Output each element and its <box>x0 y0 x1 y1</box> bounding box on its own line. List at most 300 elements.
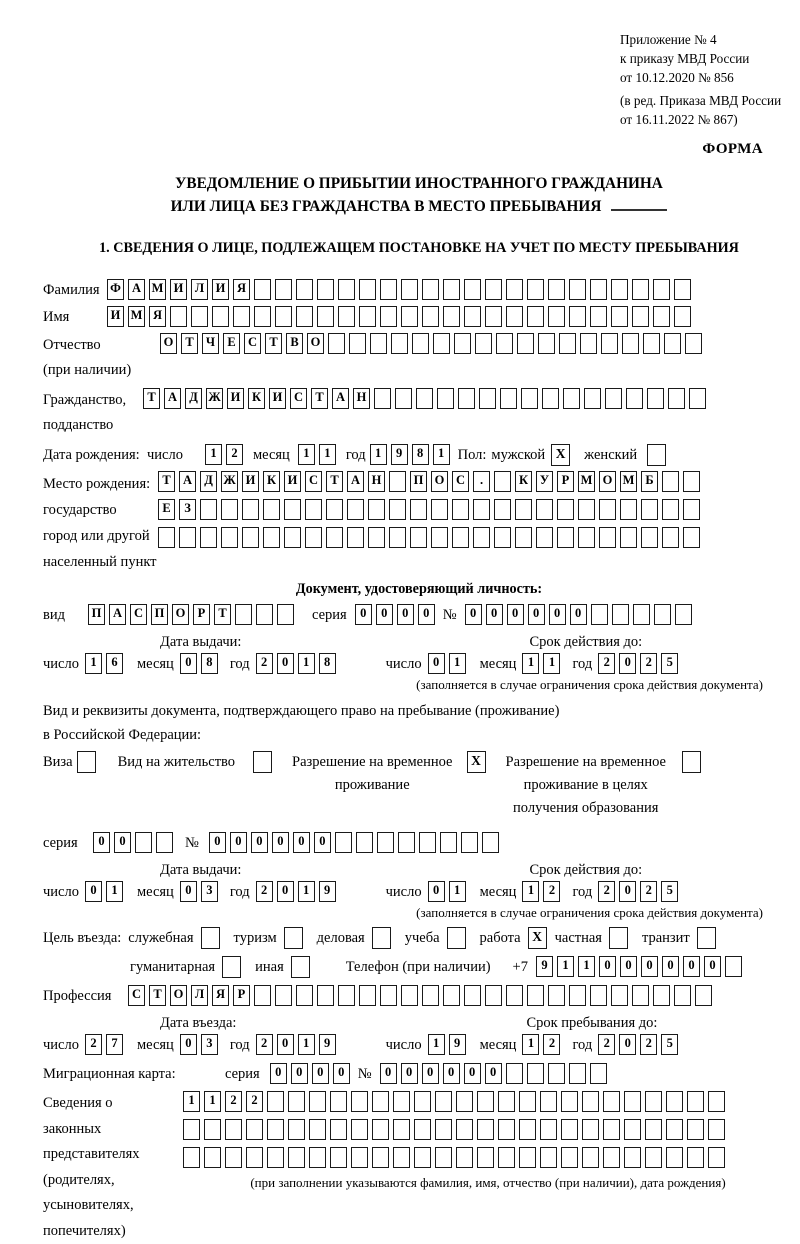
char-cell[interactable]: 0 <box>209 832 226 853</box>
char-cell[interactable] <box>212 306 229 327</box>
char-cell[interactable] <box>479 388 496 409</box>
char-cell[interactable] <box>561 1147 578 1168</box>
char-cell[interactable]: 1 <box>578 956 595 977</box>
char-cell[interactable]: Е <box>223 333 240 354</box>
char-cell[interactable] <box>506 279 523 300</box>
char-cell[interactable]: К <box>515 471 532 492</box>
char-cell[interactable] <box>288 1147 305 1168</box>
char-cell[interactable]: 1 <box>205 444 222 465</box>
char-cell[interactable]: 9 <box>536 956 553 977</box>
char-cell[interactable]: 0 <box>662 956 679 977</box>
char-cell[interactable]: 0 <box>683 956 700 977</box>
char-cell[interactable] <box>662 527 679 548</box>
char-cell[interactable] <box>263 527 280 548</box>
char-cell[interactable]: 8 <box>201 653 218 674</box>
char-cell[interactable]: 1 <box>522 1034 539 1055</box>
char-cell[interactable] <box>414 1147 431 1168</box>
char-cell[interactable] <box>414 1119 431 1140</box>
char-cell[interactable] <box>380 279 397 300</box>
char-cell[interactable] <box>708 1147 725 1168</box>
char-cell[interactable] <box>395 388 412 409</box>
char-cell[interactable] <box>632 985 649 1006</box>
char-cell[interactable]: 2 <box>256 1034 273 1055</box>
char-cell[interactable] <box>464 279 481 300</box>
char-cell[interactable]: 0 <box>465 604 482 625</box>
char-cell[interactable] <box>347 499 364 520</box>
char-cell[interactable]: 0 <box>270 1063 287 1084</box>
char-cell[interactable]: 0 <box>291 1063 308 1084</box>
char-cell[interactable] <box>267 1147 284 1168</box>
char-cell[interactable] <box>435 1091 452 1112</box>
char-cell[interactable] <box>548 279 565 300</box>
char-cell[interactable]: Ж <box>221 471 238 492</box>
char-cell[interactable] <box>519 1147 536 1168</box>
char-cell[interactable]: 2 <box>640 653 657 674</box>
char-cell[interactable]: 8 <box>412 444 429 465</box>
char-cell[interactable]: 0 <box>251 832 268 853</box>
char-cell[interactable] <box>578 499 595 520</box>
char-cell[interactable] <box>288 1091 305 1112</box>
char-cell[interactable]: 0 <box>180 881 197 902</box>
char-cell[interactable] <box>242 499 259 520</box>
char-cell[interactable]: С <box>290 388 307 409</box>
char-cell[interactable] <box>401 306 418 327</box>
char-cell[interactable] <box>591 604 608 625</box>
char-cell[interactable] <box>254 985 271 1006</box>
char-cell[interactable] <box>653 279 670 300</box>
char-cell[interactable] <box>632 306 649 327</box>
char-cell[interactable] <box>540 1119 557 1140</box>
char-cell[interactable] <box>674 306 691 327</box>
char-cell[interactable]: 0 <box>619 653 636 674</box>
char-cell[interactable] <box>452 499 469 520</box>
char-cell[interactable] <box>536 527 553 548</box>
female-checkbox[interactable] <box>647 444 666 466</box>
char-cell[interactable]: 0 <box>180 653 197 674</box>
char-cell[interactable] <box>372 1147 389 1168</box>
char-cell[interactable]: И <box>212 279 229 300</box>
char-cell[interactable] <box>687 1119 704 1140</box>
char-cell[interactable]: Р <box>233 985 250 1006</box>
char-cell[interactable]: О <box>307 333 324 354</box>
char-cell[interactable] <box>653 306 670 327</box>
char-cell[interactable] <box>527 985 544 1006</box>
char-cell[interactable] <box>368 499 385 520</box>
char-cell[interactable]: С <box>128 985 145 1006</box>
char-cell[interactable]: 0 <box>619 1034 636 1055</box>
char-cell[interactable] <box>611 985 628 1006</box>
char-cell[interactable]: . <box>473 471 490 492</box>
char-cell[interactable] <box>380 985 397 1006</box>
char-cell[interactable] <box>393 1091 410 1112</box>
char-cell[interactable] <box>464 985 481 1006</box>
char-cell[interactable]: Ж <box>206 388 223 409</box>
char-cell[interactable]: 0 <box>397 604 414 625</box>
char-cell[interactable]: Л <box>191 985 208 1006</box>
char-cell[interactable] <box>370 333 387 354</box>
char-cell[interactable]: Н <box>368 471 385 492</box>
male-checkbox[interactable]: X <box>551 444 570 466</box>
char-cell[interactable] <box>527 1063 544 1084</box>
char-cell[interactable]: П <box>88 604 105 625</box>
char-cell[interactable]: 2 <box>85 1034 102 1055</box>
char-cell[interactable]: С <box>305 471 322 492</box>
char-cell[interactable] <box>221 499 238 520</box>
char-cell[interactable]: 1 <box>183 1091 200 1112</box>
char-cell[interactable] <box>233 306 250 327</box>
char-cell[interactable]: 0 <box>422 1063 439 1084</box>
char-cell[interactable] <box>433 333 450 354</box>
char-cell[interactable]: В <box>286 333 303 354</box>
temp-permit-edu-checkbox[interactable] <box>682 751 701 773</box>
char-cell[interactable] <box>708 1091 725 1112</box>
char-cell[interactable] <box>452 527 469 548</box>
char-cell[interactable] <box>540 1147 557 1168</box>
char-cell[interactable]: О <box>170 985 187 1006</box>
char-cell[interactable] <box>548 1063 565 1084</box>
char-cell[interactable] <box>410 499 427 520</box>
char-cell[interactable] <box>191 306 208 327</box>
char-cell[interactable] <box>356 832 373 853</box>
purpose-other-checkbox[interactable] <box>291 956 310 978</box>
char-cell[interactable]: 2 <box>598 653 615 674</box>
char-cell[interactable] <box>603 1119 620 1140</box>
purpose-work-checkbox[interactable]: X <box>528 927 547 949</box>
char-cell[interactable] <box>443 306 460 327</box>
char-cell[interactable]: Р <box>193 604 210 625</box>
char-cell[interactable] <box>632 279 649 300</box>
char-cell[interactable] <box>620 499 637 520</box>
char-cell[interactable]: 1 <box>449 881 466 902</box>
char-cell[interactable] <box>305 499 322 520</box>
temp-permit-checkbox[interactable]: X <box>467 751 486 773</box>
char-cell[interactable] <box>431 527 448 548</box>
char-cell[interactable] <box>494 527 511 548</box>
char-cell[interactable] <box>317 985 334 1006</box>
char-cell[interactable] <box>456 1119 473 1140</box>
char-cell[interactable]: С <box>130 604 147 625</box>
char-cell[interactable] <box>641 527 658 548</box>
char-cell[interactable] <box>296 306 313 327</box>
char-cell[interactable] <box>309 1091 326 1112</box>
char-cell[interactable] <box>440 832 457 853</box>
char-cell[interactable]: 2 <box>543 881 560 902</box>
char-cell[interactable] <box>275 279 292 300</box>
char-cell[interactable]: 9 <box>391 444 408 465</box>
char-cell[interactable]: 5 <box>661 653 678 674</box>
char-cell[interactable] <box>135 832 152 853</box>
char-cell[interactable]: 3 <box>201 1034 218 1055</box>
char-cell[interactable] <box>372 1119 389 1140</box>
char-cell[interactable] <box>515 527 532 548</box>
char-cell[interactable] <box>437 388 454 409</box>
char-cell[interactable] <box>398 832 415 853</box>
char-cell[interactable] <box>527 279 544 300</box>
char-cell[interactable] <box>473 499 490 520</box>
char-cell[interactable] <box>548 306 565 327</box>
char-cell[interactable] <box>158 527 175 548</box>
char-cell[interactable]: 0 <box>293 832 310 853</box>
char-cell[interactable]: М <box>578 471 595 492</box>
char-cell[interactable] <box>305 527 322 548</box>
char-cell[interactable] <box>569 306 586 327</box>
char-cell[interactable]: 0 <box>93 832 110 853</box>
char-cell[interactable]: З <box>179 499 196 520</box>
char-cell[interactable]: 2 <box>256 653 273 674</box>
char-cell[interactable]: 1 <box>370 444 387 465</box>
char-cell[interactable] <box>267 1119 284 1140</box>
char-cell[interactable] <box>708 1119 725 1140</box>
char-cell[interactable]: 2 <box>640 1034 657 1055</box>
char-cell[interactable] <box>569 279 586 300</box>
char-cell[interactable] <box>284 499 301 520</box>
char-cell[interactable]: И <box>242 471 259 492</box>
char-cell[interactable] <box>674 985 691 1006</box>
char-cell[interactable]: 0 <box>355 604 372 625</box>
char-cell[interactable] <box>351 1119 368 1140</box>
char-cell[interactable] <box>674 279 691 300</box>
purpose-humanitarian-checkbox[interactable] <box>222 956 241 978</box>
char-cell[interactable]: 1 <box>449 653 466 674</box>
char-cell[interactable]: О <box>599 471 616 492</box>
char-cell[interactable]: А <box>109 604 126 625</box>
char-cell[interactable] <box>675 604 692 625</box>
char-cell[interactable]: Т <box>158 471 175 492</box>
char-cell[interactable] <box>328 333 345 354</box>
char-cell[interactable]: У <box>536 471 553 492</box>
char-cell[interactable]: 1 <box>106 881 123 902</box>
char-cell[interactable] <box>435 1147 452 1168</box>
char-cell[interactable] <box>317 279 334 300</box>
purpose-study-checkbox[interactable] <box>447 927 466 949</box>
char-cell[interactable] <box>349 333 366 354</box>
char-cell[interactable] <box>578 527 595 548</box>
char-cell[interactable]: С <box>452 471 469 492</box>
char-cell[interactable] <box>695 985 712 1006</box>
char-cell[interactable] <box>557 527 574 548</box>
char-cell[interactable] <box>458 388 475 409</box>
char-cell[interactable] <box>374 388 391 409</box>
char-cell[interactable]: 0 <box>380 1063 397 1084</box>
char-cell[interactable] <box>620 527 637 548</box>
char-cell[interactable]: 1 <box>298 881 315 902</box>
char-cell[interactable]: 0 <box>272 832 289 853</box>
char-cell[interactable]: 8 <box>319 653 336 674</box>
char-cell[interactable]: Е <box>158 499 175 520</box>
char-cell[interactable]: Т <box>265 333 282 354</box>
char-cell[interactable] <box>605 388 622 409</box>
char-cell[interactable] <box>527 306 544 327</box>
char-cell[interactable] <box>725 956 742 977</box>
char-cell[interactable]: 3 <box>201 881 218 902</box>
char-cell[interactable]: 2 <box>225 1091 242 1112</box>
char-cell[interactable] <box>380 306 397 327</box>
char-cell[interactable] <box>590 1063 607 1084</box>
char-cell[interactable] <box>647 388 664 409</box>
char-cell[interactable] <box>401 279 418 300</box>
char-cell[interactable] <box>561 1091 578 1112</box>
char-cell[interactable] <box>643 333 660 354</box>
char-cell[interactable] <box>569 985 586 1006</box>
char-cell[interactable] <box>326 527 343 548</box>
char-cell[interactable] <box>256 604 273 625</box>
char-cell[interactable] <box>561 1119 578 1140</box>
char-cell[interactable]: 2 <box>543 1034 560 1055</box>
char-cell[interactable] <box>351 1091 368 1112</box>
char-cell[interactable] <box>473 527 490 548</box>
char-cell[interactable] <box>204 1147 221 1168</box>
char-cell[interactable]: С <box>244 333 261 354</box>
char-cell[interactable]: О <box>160 333 177 354</box>
char-cell[interactable]: Я <box>149 306 166 327</box>
char-cell[interactable] <box>170 306 187 327</box>
char-cell[interactable] <box>654 604 671 625</box>
char-cell[interactable]: 2 <box>598 881 615 902</box>
char-cell[interactable]: 0 <box>230 832 247 853</box>
char-cell[interactable]: 0 <box>486 604 503 625</box>
char-cell[interactable] <box>246 1119 263 1140</box>
char-cell[interactable]: П <box>151 604 168 625</box>
char-cell[interactable] <box>204 1119 221 1140</box>
char-cell[interactable] <box>183 1119 200 1140</box>
char-cell[interactable] <box>498 1147 515 1168</box>
char-cell[interactable]: 0 <box>428 653 445 674</box>
char-cell[interactable] <box>372 1091 389 1112</box>
char-cell[interactable] <box>683 471 700 492</box>
char-cell[interactable]: 0 <box>549 604 566 625</box>
char-cell[interactable] <box>645 1119 662 1140</box>
char-cell[interactable] <box>414 1091 431 1112</box>
char-cell[interactable] <box>689 388 706 409</box>
char-cell[interactable] <box>288 1119 305 1140</box>
char-cell[interactable] <box>477 1147 494 1168</box>
char-cell[interactable] <box>622 333 639 354</box>
char-cell[interactable] <box>498 1091 515 1112</box>
char-cell[interactable] <box>335 832 352 853</box>
char-cell[interactable] <box>263 499 280 520</box>
char-cell[interactable] <box>494 499 511 520</box>
visa-checkbox[interactable] <box>77 751 96 773</box>
char-cell[interactable]: Я <box>212 985 229 1006</box>
char-cell[interactable] <box>687 1091 704 1112</box>
char-cell[interactable] <box>443 279 460 300</box>
char-cell[interactable] <box>584 388 601 409</box>
char-cell[interactable] <box>461 832 478 853</box>
char-cell[interactable]: 0 <box>312 1063 329 1084</box>
char-cell[interactable] <box>563 388 580 409</box>
char-cell[interactable]: 9 <box>449 1034 466 1055</box>
char-cell[interactable] <box>200 527 217 548</box>
char-cell[interactable] <box>685 333 702 354</box>
char-cell[interactable] <box>456 1091 473 1112</box>
char-cell[interactable]: 0 <box>507 604 524 625</box>
char-cell[interactable] <box>683 499 700 520</box>
char-cell[interactable]: Д <box>185 388 202 409</box>
char-cell[interactable]: 0 <box>114 832 131 853</box>
char-cell[interactable]: 0 <box>620 956 637 977</box>
char-cell[interactable]: 2 <box>256 881 273 902</box>
char-cell[interactable] <box>338 279 355 300</box>
char-cell[interactable] <box>569 1063 586 1084</box>
char-cell[interactable]: И <box>227 388 244 409</box>
char-cell[interactable]: 1 <box>298 1034 315 1055</box>
char-cell[interactable]: Н <box>353 388 370 409</box>
char-cell[interactable] <box>519 1091 536 1112</box>
char-cell[interactable] <box>603 1147 620 1168</box>
char-cell[interactable] <box>401 985 418 1006</box>
purpose-transit-checkbox[interactable] <box>697 927 716 949</box>
char-cell[interactable] <box>666 1119 683 1140</box>
char-cell[interactable]: Т <box>214 604 231 625</box>
char-cell[interactable] <box>666 1147 683 1168</box>
char-cell[interactable] <box>666 1091 683 1112</box>
char-cell[interactable] <box>275 306 292 327</box>
char-cell[interactable]: Л <box>191 279 208 300</box>
char-cell[interactable] <box>277 604 294 625</box>
char-cell[interactable] <box>519 1119 536 1140</box>
char-cell[interactable]: Р <box>557 471 574 492</box>
char-cell[interactable]: Б <box>641 471 658 492</box>
char-cell[interactable] <box>412 333 429 354</box>
char-cell[interactable] <box>641 499 658 520</box>
char-cell[interactable]: 1 <box>522 881 539 902</box>
char-cell[interactable] <box>422 985 439 1006</box>
char-cell[interactable] <box>645 1091 662 1112</box>
char-cell[interactable]: И <box>269 388 286 409</box>
char-cell[interactable] <box>422 306 439 327</box>
char-cell[interactable]: 0 <box>333 1063 350 1084</box>
char-cell[interactable] <box>485 279 502 300</box>
char-cell[interactable]: О <box>172 604 189 625</box>
char-cell[interactable] <box>662 471 679 492</box>
char-cell[interactable] <box>500 388 517 409</box>
char-cell[interactable] <box>235 604 252 625</box>
purpose-official-checkbox[interactable] <box>201 927 220 949</box>
char-cell[interactable] <box>603 1091 620 1112</box>
purpose-tourism-checkbox[interactable] <box>284 927 303 949</box>
char-cell[interactable] <box>275 985 292 1006</box>
char-cell[interactable] <box>557 499 574 520</box>
char-cell[interactable] <box>454 333 471 354</box>
char-cell[interactable]: 0 <box>599 956 616 977</box>
char-cell[interactable]: А <box>332 388 349 409</box>
char-cell[interactable]: 1 <box>433 444 450 465</box>
char-cell[interactable]: А <box>164 388 181 409</box>
char-cell[interactable] <box>496 333 513 354</box>
purpose-private-checkbox[interactable] <box>609 927 628 949</box>
char-cell[interactable] <box>548 985 565 1006</box>
char-cell[interactable] <box>225 1147 242 1168</box>
char-cell[interactable] <box>254 279 271 300</box>
char-cell[interactable]: 2 <box>598 1034 615 1055</box>
char-cell[interactable] <box>389 527 406 548</box>
char-cell[interactable] <box>456 1147 473 1168</box>
char-cell[interactable] <box>359 985 376 1006</box>
char-cell[interactable]: 7 <box>106 1034 123 1055</box>
char-cell[interactable] <box>183 1147 200 1168</box>
char-cell[interactable] <box>296 279 313 300</box>
char-cell[interactable]: 0 <box>428 881 445 902</box>
char-cell[interactable] <box>611 306 628 327</box>
char-cell[interactable] <box>254 306 271 327</box>
char-cell[interactable] <box>645 1147 662 1168</box>
char-cell[interactable]: 5 <box>661 1034 678 1055</box>
char-cell[interactable] <box>582 1119 599 1140</box>
char-cell[interactable]: Д <box>200 471 217 492</box>
char-cell[interactable]: 0 <box>401 1063 418 1084</box>
char-cell[interactable]: 0 <box>314 832 331 853</box>
char-cell[interactable]: 0 <box>485 1063 502 1084</box>
